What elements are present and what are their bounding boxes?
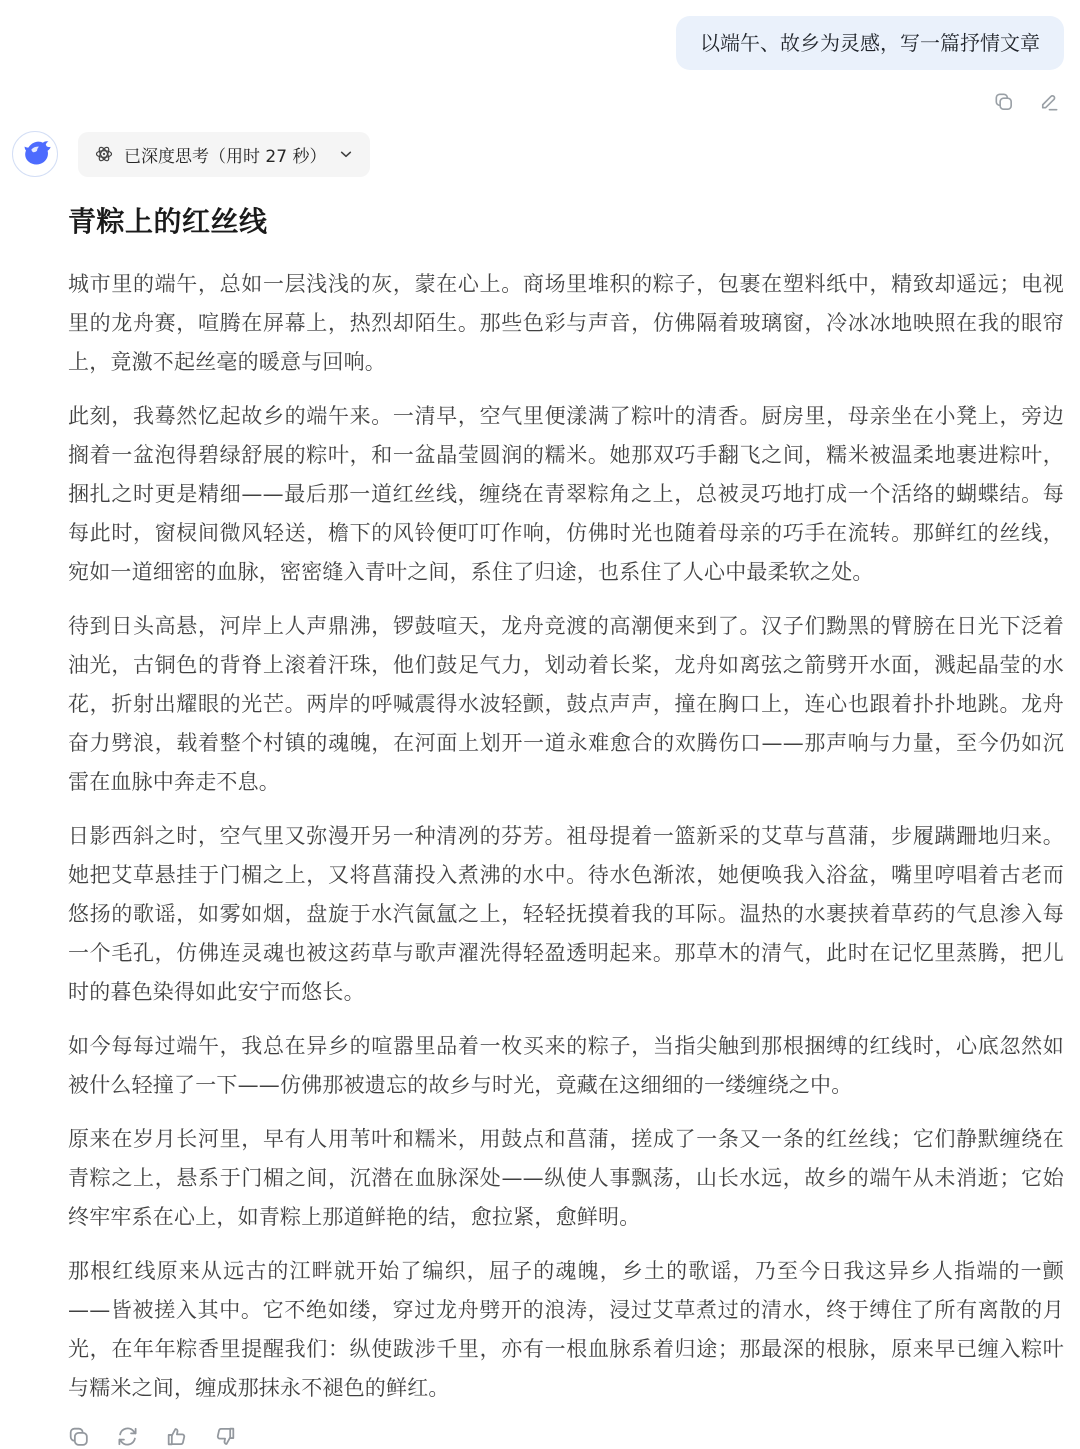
article-paragraph: 日影西斜之时，空气里又弥漫开另一种清冽的芬芳。祖母提着一篮新采的艾草与菖蒲，步履蹒跚地归来。她把艾草悬挂于门楣之上，又将菖蒲投入煮沸的水中。待水色渐浓，她便唤我入浴盆，嘴里哼唱着古老而悠扬的歌谣，如雾如烟，盘旋于水汽氤氲之上，轻轻抚摸着我的耳际。温热的水裹挟着草药的气息渗入每一个毛孔，仿佛连灵魂也被这药草与歌声濯洗得轻盈透明起来。那草木的清气，此时在记忆里蒸腾，把儿时的暮色染得如此安宁而悠长。: [68, 824, 1064, 1004]
copy-icon: [992, 90, 1015, 113]
user-message-bubble: [676, 16, 1064, 70]
assistant-actions: [0, 1408, 1080, 1449]
article-paragraph: 那根红线原来从远古的江畔就开始了编织，屈子的魂魄，乡土的歌谣，乃至今日我这异乡人指端的一颤——皆被搓入其中。它不绝如缕，穿过龙舟劈开的浪涛，浸过艾草煮过的清水，终于缚住了所有离散的月光，在年年粽香里提醒我们：纵使跋涉千里，亦有一根血脉系着归途；那最深的根脉，原来早已缠入粽叶与糯米之间，缠成那抹永不褪色的鲜红。: [68, 1259, 1064, 1400]
assistant-message: [0, 203, 1080, 1408]
deep-think-toggle[interactable]: [78, 132, 370, 177]
article-paragraph: 原来在岁月长河里，早有人用苇叶和糯米，用鼓点和菖蒲，搓成了一条又一条的红丝线；它们静默缠绕在青粽之上，悬系于门楣之间，沉潜在血脉深处——纵使人事飘荡，山长水远，故乡的端午从未消逝；它始终牢牢系在心上，如青粽上那道鲜艳的结，愈拉紧，愈鲜明。: [68, 1127, 1064, 1229]
chevron-down-icon: [338, 146, 354, 162]
article-paragraph: 城市里的端午，总如一层浅浅的灰，蒙在心上。商场里堆积的粽子，包裹在塑料纸中，精致却遥远；电视里的龙舟赛，喧腾在屏幕上，热烈却陌生。那些色彩与声音，仿佛隔着玻璃窗，冷冰冰地映照在我的眼帘上，竟激不起丝毫的暖意与回响。: [68, 272, 1064, 374]
regenerate-icon: [115, 1424, 140, 1449]
copy-response-button[interactable]: [66, 1424, 91, 1449]
regenerate-button[interactable]: [115, 1424, 140, 1449]
deep-think-label: 已深度思考（用时 27 秒）: [124, 146, 327, 167]
user-message-row: [0, 0, 1080, 70]
whale-logo-icon: [19, 136, 51, 172]
edit-message-button[interactable]: [1037, 90, 1060, 113]
edit-icon: [1037, 90, 1060, 113]
thumbs-down-button[interactable]: [213, 1424, 238, 1449]
user-message-actions: [0, 70, 1080, 113]
article-paragraph: 如今每每过端午，我总在异乡的喧嚣里品着一枚买来的粽子，当指尖触到那根捆缚的红线时，心底忽然如被什么轻撞了一下——仿佛那被遗忘的故乡与时光，竟藏在这细细的一缕缠绕之中。: [68, 1034, 1064, 1097]
copy-message-button[interactable]: [992, 90, 1015, 113]
assistant-header: [0, 113, 1080, 177]
thumbs-down-icon: [213, 1424, 238, 1449]
article-body: [68, 265, 1064, 1408]
article-paragraph: 此刻，我蓦然忆起故乡的端午来。一清早，空气里便漾满了粽叶的清香。厨房里，母亲坐在小凳上，旁边搁着一盆泡得碧绿舒展的粽叶，和一盆晶莹圆润的糯米。她那双巧手翻飞之间，糯米被温柔地裹进粽叶，捆扎之时更是精细——最后那一道红丝线，缠绕在青翠粽角之上，总被灵巧地打成一个活络的蝴蝶结。每每此时，窗棂间微风轻送，檐下的风铃便叮叮作响，仿佛时光也随着母亲的巧手在流转。那鲜红的丝线，宛如一道细密的血脉，密密缝入青叶之间，系住了归途，也系住了人心中最柔软之处。: [68, 404, 1064, 584]
assistant-avatar: [12, 131, 58, 177]
atom-icon: [94, 144, 114, 164]
user-message-text: 以端午、故乡为灵感，写一篇抒情文章: [700, 31, 1040, 55]
thumbs-up-icon: [164, 1424, 189, 1449]
article-title: 青粽上的红丝线: [68, 205, 268, 238]
copy-icon: [66, 1424, 91, 1449]
article-paragraph: 待到日头高悬，河岸上人声鼎沸，锣鼓喧天，龙舟竞渡的高潮便来到了。汉子们黝黑的臂膀在日光下泛着油光，古铜色的背脊上滚着汗珠，他们鼓足气力，划动着长桨，龙舟如离弦之箭劈开水面，溅起晶莹的水花，折射出耀眼的光芒。两岸的呼喊震得水波轻颤，鼓点声声，撞在胸口上，连心也跟着扑扑地跳。龙舟奋力劈浪，载着整个村镇的魂魄，在河面上划开一道永难愈合的欢腾伤口——那声响与力量，至今仍如沉雷在血脉中奔走不息。: [68, 614, 1064, 794]
thumbs-up-button[interactable]: [164, 1424, 189, 1449]
